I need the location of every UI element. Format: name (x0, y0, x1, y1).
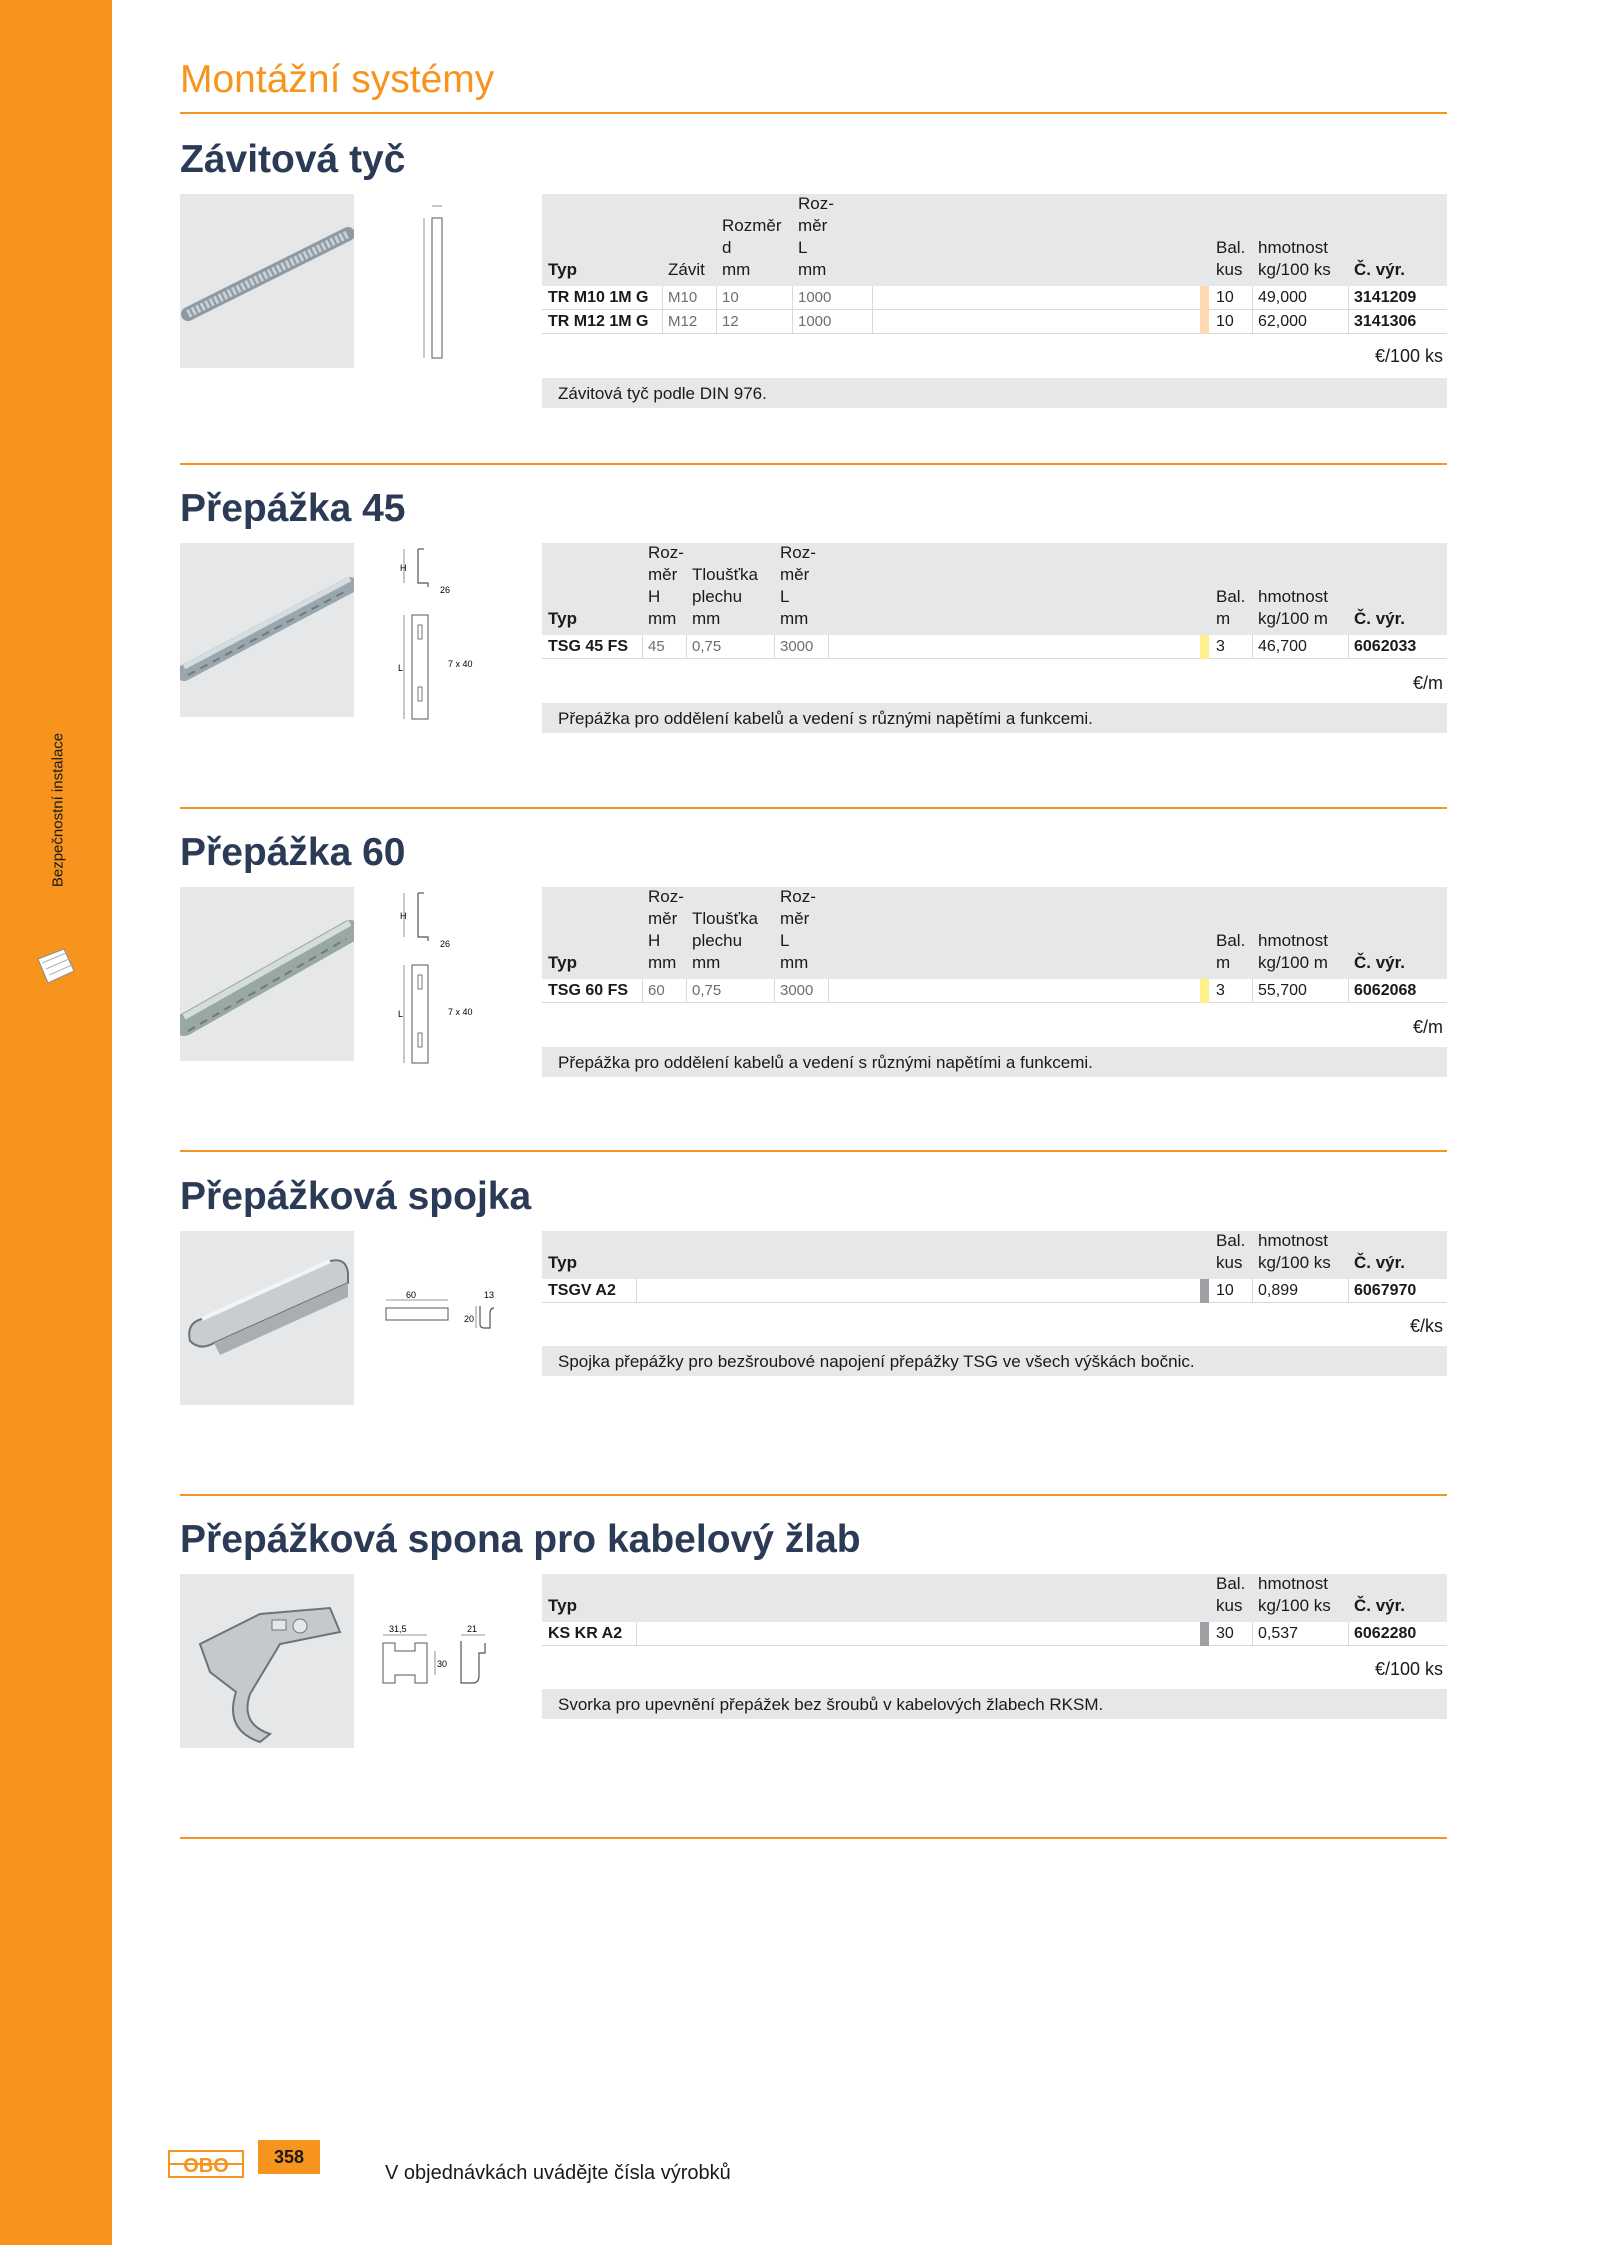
product-photo (180, 1231, 354, 1405)
product-table (542, 887, 1447, 1003)
table-row[interactable]: KS KR A2 30 0,537 6062280 (542, 1622, 1447, 1646)
section-title: Přepážková spona pro kabelový žlab (180, 1518, 861, 1561)
table-row[interactable]: TR M10 1M G M10 10 1000 10 49,000 3141209 (542, 286, 1447, 310)
header-rule (180, 112, 1447, 114)
table-header: Typ Bal. kus hmotnost kg/100 ks Č. výr. (542, 1231, 1447, 1279)
price-marker (1200, 635, 1209, 659)
table-header: Typ Bal. kus hmotnost kg/100 ks Č. výr. (542, 1574, 1447, 1622)
table-row[interactable]: TR M12 1M G M12 12 1000 10 62,000 3141306 (542, 310, 1447, 334)
table-row[interactable]: TSG 45 FS 45 0,75 3000 3 46,700 6062033 (542, 635, 1447, 659)
price-unit: €/100 ks (1374, 1659, 1443, 1679)
price-marker (1200, 1279, 1209, 1303)
product-table (542, 543, 1447, 659)
dim-a: 60 (406, 1290, 417, 1300)
dim-b: 7 x 40 (448, 1007, 473, 1017)
dim-a: 31,5 (389, 1624, 407, 1634)
dim-a: 26 (440, 585, 451, 595)
dim-b: 13 (484, 1290, 495, 1300)
section-title: Přepážka 60 (180, 831, 406, 874)
dim-c: 20 (464, 1314, 475, 1324)
price-unit: €/m (1412, 1017, 1443, 1037)
section-title: Přepážka 45 (180, 487, 406, 530)
price-marker (1200, 310, 1209, 334)
product-table (542, 1231, 1447, 1303)
dim-l: L (398, 663, 404, 673)
section-rule (180, 1150, 1447, 1152)
product-table (542, 194, 1447, 334)
product-photo (180, 887, 354, 1061)
dimension-drawing (375, 1623, 505, 1693)
section-title: Přepážková spojka (180, 1175, 532, 1218)
table-header: Typ Roz- měr H mm Tloušťka plechu mm Roz- měr L mm Bal. m hmotnost kg/100 m Č. výr. (542, 887, 1447, 979)
table-row[interactable]: TSGV A2 10 0,899 6067970 (542, 1279, 1447, 1303)
product-table (542, 1574, 1447, 1646)
price-marker (1200, 1622, 1209, 1646)
section-rule (180, 807, 1447, 809)
page-header-title: Montážní systémy (180, 58, 495, 101)
product-photo (180, 543, 354, 717)
price-marker (1200, 286, 1209, 310)
product-note: Přepážka pro oddělení kabelů a vedení s různými napětími a funkcemi. (542, 703, 1447, 733)
obo-logo (168, 2150, 244, 2178)
product-note: Přepážka pro oddělení kabelů a vedení s různými napětími a funkcemi. (542, 1047, 1447, 1077)
dimension-drawing (380, 1290, 505, 1340)
page-number: 358 (258, 2140, 320, 2174)
section-rule (180, 463, 1447, 465)
table-header: Typ Závit Rozměr d mm Roz- měr L mm Bal. kus hmotnost kg/100 ks Č. výr. (542, 194, 1447, 286)
product-note: Spojka přepážky pro bezšroubové napojení přepážky TSG ve všech výškách bočnic. (542, 1346, 1447, 1376)
price-marker (1200, 979, 1209, 1003)
dim-c: 30 (437, 1659, 448, 1669)
side-label: Bezpečnostní instalace (49, 732, 67, 888)
svg-text:OBO: OBO (183, 2155, 229, 2177)
section-rule (180, 1494, 1447, 1496)
dimension-drawing (398, 891, 488, 1066)
product-note: Závitová tyč podle DIN 976. (542, 378, 1447, 408)
table-header: Typ Roz- měr H mm Tloušťka plechu mm Roz- měr L mm Bal. m hmotnost kg/100 m Č. výr. (542, 543, 1447, 635)
side-bar (0, 0, 112, 2245)
section-title: Závitová tyč (180, 138, 406, 181)
dimension-drawing (398, 547, 488, 722)
dimension-drawing (420, 198, 460, 373)
dim-b: 21 (467, 1624, 478, 1634)
dim-l: L (398, 1009, 404, 1019)
dim-h: H (400, 563, 407, 573)
table-row[interactable]: TSG 60 FS 60 0,75 3000 3 55,700 6062068 (542, 979, 1447, 1003)
product-note: Svorka pro upevnění přepážek bez šroubů v kabelových žlabech RKSM. (542, 1689, 1447, 1719)
dim-h: H (400, 911, 407, 921)
cable-tray-icon (34, 945, 78, 989)
price-unit: €/100 ks (1374, 346, 1443, 366)
dim-a: 26 (440, 939, 451, 949)
section-rule (180, 1837, 1447, 1839)
footer-text: V objednávkách uvádějte čísla výrobků (385, 2162, 731, 2184)
price-unit: €/ks (1409, 1316, 1443, 1336)
product-photo (180, 1574, 354, 1748)
price-unit: €/m (1412, 673, 1443, 693)
dim-b: 7 x 40 (448, 659, 473, 669)
product-photo (180, 194, 354, 368)
